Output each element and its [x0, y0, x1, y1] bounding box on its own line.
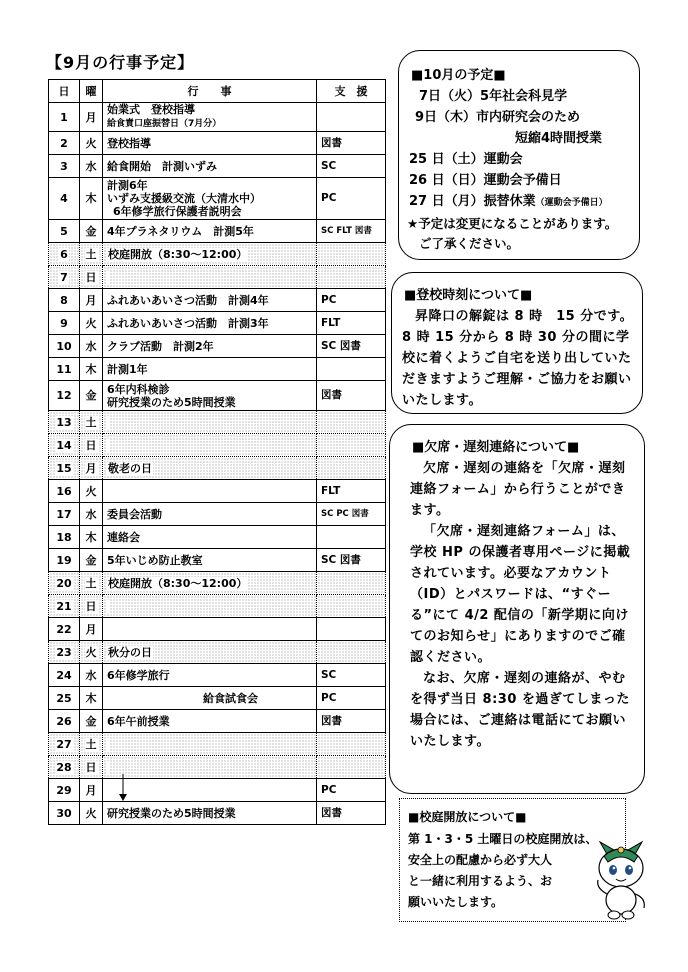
- weekday-cell: [80, 802, 103, 825]
- day-cell: [49, 312, 80, 335]
- event-text: 6年修学旅行: [107, 668, 170, 682]
- event-text: 連絡会: [107, 530, 140, 544]
- event-cell: [103, 155, 317, 178]
- event-text: [107, 416, 109, 429]
- event-cell: [103, 503, 317, 526]
- day-cell: [49, 756, 80, 779]
- support-text: FLT: [321, 316, 341, 329]
- support-cell: [317, 243, 386, 266]
- table-row: [49, 572, 386, 595]
- day-cell: [49, 335, 80, 358]
- event-cell: [103, 220, 317, 243]
- october-line: 26 日（日）運動会予備日: [409, 173, 562, 188]
- event-cell: [103, 103, 317, 132]
- weekday-cell: [80, 503, 103, 526]
- support-cell: [317, 312, 386, 335]
- absence-paragraph: 「欠席・遅刻連絡フォーム」は、学校 HP の保護者専用ページに掲載されています。必要なアカウント（ID）とパスワードは、“すぐーる”にて 4/2 配信の「新学期に向けてのお知らせ」にありますのでご確認ください。: [410, 524, 631, 665]
- table-row: [49, 220, 386, 243]
- weekday-label: 月: [85, 110, 97, 124]
- support-cell: [317, 549, 386, 572]
- day-cell: [49, 687, 80, 710]
- weekday-label: 金: [85, 224, 97, 238]
- support-cell: [317, 358, 386, 381]
- day-number: 15: [56, 461, 72, 475]
- event-text: 計測6年: [107, 179, 148, 192]
- event-text: ふれあいあいさつ活動 計測4年: [107, 293, 269, 307]
- weekday-cell: [80, 779, 103, 802]
- support-text: SC 図書: [321, 339, 361, 352]
- weekday-label: 日: [85, 438, 97, 452]
- support-cell: [317, 480, 386, 503]
- weekday-cell: [80, 243, 103, 266]
- table-row: [49, 289, 386, 312]
- event-cell: [103, 312, 317, 335]
- support-cell: [317, 733, 386, 756]
- october-line: 7日（火）5年社会科見学: [419, 89, 568, 104]
- table-row: [49, 779, 386, 802]
- support-text: PC: [321, 293, 337, 306]
- event-cell: [103, 526, 317, 549]
- event-text: 研究授業のため5時間授業: [107, 395, 236, 409]
- day-cell: [49, 664, 80, 687]
- event-cell: [103, 756, 317, 779]
- weekday-cell: [80, 381, 103, 411]
- day-cell: [49, 802, 80, 825]
- weekday-cell: [80, 687, 103, 710]
- weekday-label: 土: [85, 576, 97, 590]
- absence-heading: ■欠席・遅刻連絡について■: [412, 440, 580, 455]
- day-number: 24: [56, 668, 72, 682]
- support-cell: [317, 335, 386, 358]
- table-row: [49, 802, 386, 825]
- event-text: 校庭開放（8:30～12:00）: [108, 247, 248, 261]
- support-text: 図書: [321, 136, 342, 149]
- event-text: [107, 600, 109, 613]
- weekday-label: 金: [85, 389, 97, 402]
- weekday-cell: [80, 289, 103, 312]
- page-title: 【9月の行事予定】: [46, 53, 195, 72]
- event-text: 6年午前授業: [107, 714, 170, 728]
- day-cell: [49, 220, 80, 243]
- day-number: 10: [56, 339, 72, 353]
- event-cell: [103, 243, 317, 266]
- day-cell: [49, 132, 80, 155]
- event-text: 研究授業のため5時間授業: [107, 806, 236, 820]
- header-event: 行 事: [103, 80, 317, 103]
- event-cell: [103, 641, 317, 664]
- table-row: [49, 480, 386, 503]
- day-cell: [49, 618, 80, 641]
- support-cell: [317, 155, 386, 178]
- weekday-label: 月: [85, 622, 97, 636]
- weekday-cell: [80, 358, 103, 381]
- event-cell: [103, 434, 317, 457]
- table-row: [49, 503, 386, 526]
- weekday-label: 火: [85, 484, 97, 498]
- day-cell: [49, 434, 80, 457]
- support-text: 図書: [321, 714, 342, 727]
- support-cell: [317, 664, 386, 687]
- arrival-text: 昇降口の解錠は 8 時 15 分です。8 時 15 分から 8 時 30 分の間に学校に着くようご自宅を送り出していただきますようご理解・ご協力をお願いいたします。: [402, 309, 634, 408]
- weekday-label: 木: [85, 192, 97, 205]
- support-cell: [317, 103, 386, 132]
- weekday-label: 火: [85, 645, 97, 659]
- table-row: [49, 595, 386, 618]
- october-heading: ■10月の予定■: [411, 68, 506, 83]
- absence-paragraph: なお、欠席・遅刻の連絡が、やむを得ず当日 8:30 を過ぎてしまった場合には、ご連絡は電話にてお願いいたします。: [410, 671, 630, 749]
- table-row: [49, 335, 386, 358]
- day-cell: [49, 358, 80, 381]
- event-cell: [103, 733, 317, 756]
- weekday-label: 火: [85, 136, 97, 150]
- event-text: 秋分の日: [108, 645, 152, 659]
- table-row: [49, 664, 386, 687]
- absence-paragraph: 欠席・遅刻の連絡を「欠席・遅刻連絡フォーム」から行うことができます。: [410, 461, 626, 518]
- day-cell: [49, 779, 80, 802]
- event-cell: [103, 595, 317, 618]
- day-number: 1: [60, 110, 68, 124]
- support-cell: [317, 457, 386, 480]
- event-text: ふれあいあいさつ活動 計測3年: [107, 316, 269, 330]
- event-text: 敬老の日: [108, 461, 152, 475]
- day-number: 26: [56, 714, 72, 728]
- event-cell: [103, 710, 317, 733]
- day-number: 30: [56, 806, 72, 820]
- support-text: PC: [321, 783, 337, 796]
- event-text: [107, 761, 109, 774]
- weekday-cell: [80, 178, 103, 220]
- event-cell: [103, 381, 317, 411]
- day-cell: [49, 289, 80, 312]
- table-row: [49, 266, 386, 289]
- event-subtext: 給食責口座振替日（7月分）: [107, 119, 222, 129]
- weekday-label: 金: [85, 553, 97, 567]
- day-cell: [49, 457, 80, 480]
- schoolyard-line: 安全上の配慮から必ず大人: [408, 853, 553, 867]
- event-cell: [103, 549, 317, 572]
- weekday-cell: [80, 132, 103, 155]
- weekday-cell: [80, 756, 103, 779]
- weekday-cell: [80, 710, 103, 733]
- support-text: 図書: [321, 389, 342, 401]
- event-cell: [103, 664, 317, 687]
- day-number: 19: [56, 553, 72, 567]
- day-cell: [49, 411, 80, 434]
- support-text: PC: [321, 192, 337, 204]
- weekday-label: 月: [85, 461, 97, 475]
- table-row: [49, 178, 386, 220]
- day-cell: [49, 733, 80, 756]
- table-row: [49, 381, 386, 411]
- day-number: 2: [60, 136, 68, 150]
- event-cell: [103, 411, 317, 434]
- weekday-cell: [80, 480, 103, 503]
- header-weekday: 曜: [80, 80, 103, 103]
- weekday-label: 木: [85, 362, 97, 376]
- weekday-cell: [80, 733, 103, 756]
- table-row: [49, 132, 386, 155]
- event-text: 計測1年: [107, 362, 148, 376]
- table-row: [49, 618, 386, 641]
- october-line: 27 日（月）振替休業（運動会予備日）: [409, 194, 608, 209]
- weekday-label: 土: [85, 415, 97, 429]
- table-row: [49, 687, 386, 710]
- day-cell: [49, 526, 80, 549]
- support-cell: [317, 572, 386, 595]
- support-cell: [317, 132, 386, 155]
- october-line: 短縮4時間授業: [515, 131, 603, 146]
- event-text: 校庭開放（8:30～12:00）: [108, 576, 248, 590]
- day-number: 12: [56, 389, 72, 402]
- support-cell: [317, 503, 386, 526]
- table-row: [49, 710, 386, 733]
- schoolyard-line: と一緒に利用するよう、お: [408, 874, 553, 888]
- day-number: 6: [60, 247, 68, 261]
- table-row: [49, 756, 386, 779]
- weekday-label: 木: [85, 691, 97, 705]
- support-cell: [317, 411, 386, 434]
- day-number: 25: [56, 691, 72, 705]
- absence-contact-box: [389, 424, 645, 794]
- day-number: 13: [56, 415, 72, 429]
- weekday-cell: [80, 155, 103, 178]
- day-cell: [49, 266, 80, 289]
- event-cell: [103, 335, 317, 358]
- weekday-label: 木: [85, 530, 97, 544]
- table-row: [49, 103, 386, 132]
- day-number: 3: [60, 159, 68, 173]
- day-cell: [49, 710, 80, 733]
- event-cell: [103, 687, 317, 710]
- weekday-cell: [80, 549, 103, 572]
- table-row: [49, 457, 386, 480]
- day-cell: [49, 178, 80, 220]
- event-text: 登校指導: [107, 136, 151, 150]
- october-schedule-box: [398, 50, 640, 260]
- weekday-label: 月: [85, 293, 97, 307]
- day-number: 18: [56, 530, 72, 544]
- arrival-heading: ■登校時刻について■: [404, 288, 533, 303]
- event-cell: [103, 480, 317, 503]
- weekday-label: 日: [85, 760, 97, 774]
- support-text: FLT: [321, 484, 341, 497]
- support-text: 図書: [321, 806, 342, 819]
- weekday-cell: [80, 266, 103, 289]
- table-row: [49, 549, 386, 572]
- support-cell: [317, 526, 386, 549]
- event-cell: [103, 802, 317, 825]
- event-cell: [103, 289, 317, 312]
- day-number: 20: [56, 576, 72, 590]
- weekday-cell: [80, 572, 103, 595]
- day-cell: [49, 243, 80, 266]
- event-text: [107, 439, 109, 452]
- day-number: 14: [56, 438, 72, 452]
- day-number: 28: [56, 760, 72, 774]
- support-text: SC: [321, 159, 337, 172]
- arrival-time-box: [391, 272, 643, 414]
- support-cell: [317, 802, 386, 825]
- event-cell: [103, 178, 317, 220]
- day-number: 21: [56, 599, 72, 613]
- weekday-label: 金: [85, 714, 97, 728]
- event-cell: [103, 266, 317, 289]
- day-cell: [49, 103, 80, 132]
- schoolyard-line: 願いいたします。: [408, 895, 504, 909]
- weekday-cell: [80, 641, 103, 664]
- table-row: [49, 243, 386, 266]
- table-header-row: [49, 80, 386, 103]
- table-row: [49, 312, 386, 335]
- weekday-label: 日: [85, 599, 97, 613]
- day-number: 27: [56, 737, 72, 751]
- october-notice: ご了承ください。: [419, 236, 520, 251]
- support-text: SC PC 図書: [321, 508, 369, 519]
- event-text: 4年プラネタリウム 計測5年: [107, 224, 254, 238]
- table-row: [49, 358, 386, 381]
- event-text: 6年修学旅行保護者説明会: [113, 205, 242, 218]
- event-text: いずみ支援級交流（大清水中）: [107, 192, 261, 205]
- weekday-label: 土: [85, 247, 97, 261]
- event-cell: [103, 779, 317, 802]
- event-text: [107, 271, 109, 284]
- event-text: [107, 738, 109, 751]
- day-number: 9: [60, 316, 68, 330]
- day-cell: [49, 480, 80, 503]
- support-cell: [317, 641, 386, 664]
- day-number: 5: [60, 224, 68, 238]
- table-row: [49, 641, 386, 664]
- support-cell: [317, 220, 386, 243]
- day-cell: [49, 595, 80, 618]
- support-cell: [317, 710, 386, 733]
- weekday-label: 水: [85, 668, 97, 682]
- event-text: 委員会活動: [107, 507, 162, 521]
- day-number: 22: [56, 622, 72, 636]
- weekday-label: 火: [85, 316, 97, 330]
- weekday-label: 土: [85, 737, 97, 751]
- weekday-label: 水: [85, 339, 97, 353]
- day-number: 29: [56, 783, 72, 797]
- event-cell: [103, 132, 317, 155]
- support-text: SC: [321, 668, 337, 681]
- weekday-label: 火: [85, 806, 97, 820]
- support-cell: [317, 756, 386, 779]
- weekday-cell: [80, 618, 103, 641]
- weekday-cell: [80, 434, 103, 457]
- weekday-label: 日: [85, 270, 97, 284]
- support-cell: [317, 595, 386, 618]
- support-cell: [317, 434, 386, 457]
- october-line: 9日（木）市内研究会のため: [415, 110, 581, 125]
- day-number: 23: [56, 645, 72, 659]
- weekday-cell: [80, 312, 103, 335]
- weekday-cell: [80, 595, 103, 618]
- day-number: 17: [56, 507, 72, 521]
- weekday-cell: [80, 220, 103, 243]
- support-cell: [317, 381, 386, 411]
- support-cell: [317, 289, 386, 312]
- support-text: SC 図書: [321, 553, 361, 566]
- header-support: 支 援: [317, 80, 386, 103]
- day-number: 4: [60, 192, 68, 205]
- day-cell: [49, 641, 80, 664]
- day-cell: [49, 572, 80, 595]
- schedule-table: [48, 79, 386, 825]
- table-row: [49, 411, 386, 434]
- schoolyard-line: 第 1・3・5 土曜日の校庭開放は、: [408, 832, 598, 846]
- weekday-cell: [80, 103, 103, 132]
- event-cell: [103, 358, 317, 381]
- weekday-cell: [80, 335, 103, 358]
- support-cell: [317, 618, 386, 641]
- event-text: 給食試食会: [203, 691, 258, 705]
- weekday-cell: [80, 457, 103, 480]
- day-cell: [49, 503, 80, 526]
- day-number: 8: [60, 293, 68, 307]
- support-text: SC FLT 図書: [321, 225, 372, 236]
- weekday-label: 月: [85, 783, 97, 797]
- mascot-icon: [590, 838, 652, 920]
- weekday-cell: [80, 411, 103, 434]
- october-notice: ★予定は変更になることがあります。: [407, 216, 618, 231]
- day-cell: [49, 155, 80, 178]
- day-number: 11: [56, 362, 72, 376]
- support-cell: [317, 687, 386, 710]
- support-cell: [317, 266, 386, 289]
- event-text: クラブ活動 計測2年: [107, 339, 214, 353]
- event-text: 6年内科検診: [107, 382, 170, 396]
- weekday-label: 水: [85, 507, 97, 521]
- day-number: 7: [60, 270, 68, 284]
- table-row: [49, 155, 386, 178]
- weekday-cell: [80, 526, 103, 549]
- weekday-cell: [80, 664, 103, 687]
- event-cell: [103, 572, 317, 595]
- table-row: [49, 434, 386, 457]
- arrow-icon: [118, 774, 128, 802]
- header-day: 日: [49, 80, 80, 103]
- event-cell: [103, 618, 317, 641]
- october-line: 25 日（土）運動会: [409, 152, 523, 167]
- event-cell: [103, 457, 317, 480]
- event-text: 始業式 登校指導: [107, 103, 195, 116]
- event-text: 給食開始 計測いずみ: [107, 159, 217, 173]
- schoolyard-heading: ■校庭開放について■: [408, 810, 527, 824]
- support-text: PC: [321, 691, 337, 704]
- support-cell: [317, 779, 386, 802]
- day-cell: [49, 549, 80, 572]
- table-row: [49, 526, 386, 549]
- day-cell: [49, 381, 80, 411]
- day-number: 16: [56, 484, 72, 498]
- table-row: [49, 733, 386, 756]
- support-cell: [317, 178, 386, 220]
- weekday-label: 水: [85, 159, 97, 173]
- event-text: 5年いじめ防止教室: [107, 553, 203, 567]
